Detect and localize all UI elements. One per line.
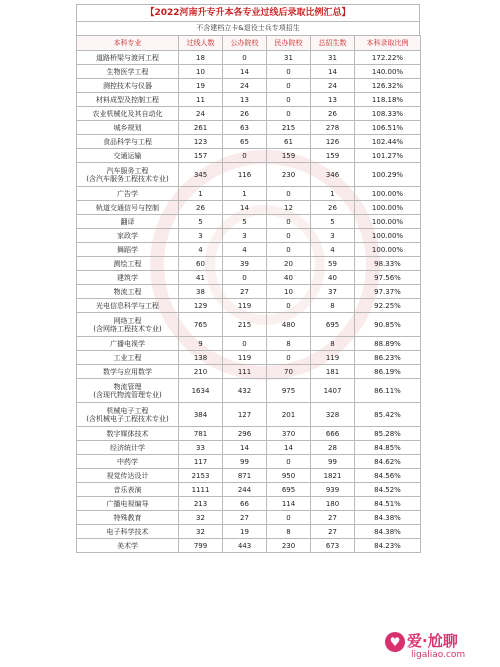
cell-public: 116	[223, 163, 267, 187]
cell-major: 广告学	[77, 187, 179, 201]
cell-total: 26	[311, 201, 355, 215]
cell-major: 广播电视编导	[77, 497, 179, 511]
cell-private: 0	[267, 187, 311, 201]
cell-passed: 19	[179, 79, 223, 93]
cell-public: 296	[223, 427, 267, 441]
table-row	[77, 149, 421, 163]
cell-total: 28	[311, 441, 355, 455]
cell-public: 871	[223, 469, 267, 483]
cell-passed: 2153	[179, 469, 223, 483]
table-row	[77, 107, 421, 121]
cell-ratio: 84.38%	[355, 525, 421, 539]
cell-passed: 18	[179, 51, 223, 65]
table-row	[77, 525, 421, 539]
cell-private: 159	[267, 149, 311, 163]
table-row	[77, 79, 421, 93]
cell-private: 0	[267, 65, 311, 79]
cell-ratio: 100.00%	[355, 187, 421, 201]
table-row	[77, 65, 421, 79]
table-row	[77, 135, 421, 149]
table-row	[77, 511, 421, 525]
cell-ratio: 84.56%	[355, 469, 421, 483]
cell-ratio: 108.33%	[355, 107, 421, 121]
cell-total: 119	[311, 351, 355, 365]
cell-total: 40	[311, 271, 355, 285]
cell-ratio: 100.29%	[355, 163, 421, 187]
cell-total: 14	[311, 65, 355, 79]
cell-private: 201	[267, 403, 311, 427]
cell-private: 20	[267, 257, 311, 271]
cell-major: 材料成型及控制工程	[77, 93, 179, 107]
cell-ratio: 92.25%	[355, 299, 421, 313]
cell-passed: 345	[179, 163, 223, 187]
cell-public: 3	[223, 229, 267, 243]
cell-private: 14	[267, 441, 311, 455]
sheet-title: 【2022河南升专升本各专业过线后录取比例汇总】	[76, 4, 420, 22]
header-total: 总招生数	[311, 36, 355, 51]
cell-passed: 10	[179, 65, 223, 79]
cell-public: 14	[223, 65, 267, 79]
cell-major: 工业工程	[77, 351, 179, 365]
score-sheet	[76, 4, 420, 553]
cell-total: 27	[311, 525, 355, 539]
cell-passed: 5	[179, 215, 223, 229]
cell-private: 0	[267, 511, 311, 525]
cell-public: 0	[223, 271, 267, 285]
cell-private: 480	[267, 313, 311, 337]
site-logo	[385, 630, 497, 664]
cell-ratio: 101.27%	[355, 149, 421, 163]
cell-public: 26	[223, 107, 267, 121]
cell-total: 31	[311, 51, 355, 65]
header-private: 民办院校	[267, 36, 311, 51]
cell-ratio: 84.62%	[355, 455, 421, 469]
cell-major: 光电信息科学与工程	[77, 299, 179, 313]
table-row	[77, 215, 421, 229]
cell-private: 31	[267, 51, 311, 65]
table-row	[77, 243, 421, 257]
cell-public: 443	[223, 539, 267, 553]
table-row	[77, 285, 421, 299]
cell-private: 0	[267, 215, 311, 229]
cell-ratio: 86.23%	[355, 351, 421, 365]
header-major: 本科专业	[77, 36, 179, 51]
cell-major: 测绘工程	[77, 257, 179, 271]
cell-public: 127	[223, 403, 267, 427]
cell-major: 机械电子工程 (含机械电子工程技术专业)	[77, 403, 179, 427]
cell-private: 230	[267, 539, 311, 553]
table-row	[77, 201, 421, 215]
cell-public: 99	[223, 455, 267, 469]
cell-ratio: 98.33%	[355, 257, 421, 271]
cell-private: 12	[267, 201, 311, 215]
cell-private: 950	[267, 469, 311, 483]
cell-public: 27	[223, 285, 267, 299]
cell-private: 0	[267, 229, 311, 243]
cell-total: 59	[311, 257, 355, 271]
logo-text: 爱·尬聊	[407, 632, 458, 650]
cell-private: 61	[267, 135, 311, 149]
cell-private: 215	[267, 121, 311, 135]
cell-public: 5	[223, 215, 267, 229]
cell-ratio: 85.28%	[355, 427, 421, 441]
cell-major: 翻译	[77, 215, 179, 229]
cell-major: 物流工程	[77, 285, 179, 299]
cell-ratio: 97.56%	[355, 271, 421, 285]
cell-major: 电子科学技术	[77, 525, 179, 539]
cell-private: 70	[267, 365, 311, 379]
cell-total: 346	[311, 163, 355, 187]
cell-private: 370	[267, 427, 311, 441]
cell-major: 测控技术与仪器	[77, 79, 179, 93]
cell-ratio: 100.00%	[355, 229, 421, 243]
table-row	[77, 163, 421, 187]
cell-passed: 210	[179, 365, 223, 379]
sheet-subtitle: 不含建档立卡&退役士兵专项招生	[76, 22, 420, 35]
cell-private: 10	[267, 285, 311, 299]
cell-total: 666	[311, 427, 355, 441]
cell-passed: 781	[179, 427, 223, 441]
cell-total: 328	[311, 403, 355, 427]
cell-ratio: 97.37%	[355, 285, 421, 299]
cell-total: 278	[311, 121, 355, 135]
cell-passed: 1634	[179, 379, 223, 403]
cell-total: 13	[311, 93, 355, 107]
cell-major: 数字媒体技术	[77, 427, 179, 441]
table-row	[77, 257, 421, 271]
cell-major: 农业机械化及其自动化	[77, 107, 179, 121]
cell-total: 1	[311, 187, 355, 201]
cell-total: 673	[311, 539, 355, 553]
cell-private: 114	[267, 497, 311, 511]
table-row	[77, 483, 421, 497]
cell-private: 0	[267, 93, 311, 107]
cell-passed: 9	[179, 337, 223, 351]
cell-private: 0	[267, 299, 311, 313]
cell-passed: 60	[179, 257, 223, 271]
cell-major: 食品科学与工程	[77, 135, 179, 149]
cell-passed: 4	[179, 243, 223, 257]
cell-ratio: 84.85%	[355, 441, 421, 455]
cell-public: 66	[223, 497, 267, 511]
cell-major: 美术学	[77, 539, 179, 553]
cell-total: 27	[311, 511, 355, 525]
cell-total: 3	[311, 229, 355, 243]
header-ratio: 本科录取比例	[355, 36, 421, 51]
cell-ratio: 140.00%	[355, 65, 421, 79]
cell-passed: 24	[179, 107, 223, 121]
cell-private: 0	[267, 351, 311, 365]
table-row	[77, 299, 421, 313]
cell-passed: 123	[179, 135, 223, 149]
cell-major: 舞蹈学	[77, 243, 179, 257]
cell-passed: 799	[179, 539, 223, 553]
cell-public: 1	[223, 187, 267, 201]
table-header-row	[77, 36, 421, 51]
cell-public: 19	[223, 525, 267, 539]
cell-major: 数学与应用数学	[77, 365, 179, 379]
cell-passed: 261	[179, 121, 223, 135]
cell-total: 26	[311, 107, 355, 121]
cell-private: 230	[267, 163, 311, 187]
cell-total: 1821	[311, 469, 355, 483]
table-row	[77, 187, 421, 201]
cell-ratio: 102.44%	[355, 135, 421, 149]
cell-private: 0	[267, 107, 311, 121]
cell-major: 中药学	[77, 455, 179, 469]
cell-public: 14	[223, 201, 267, 215]
table-row	[77, 51, 421, 65]
table-row	[77, 337, 421, 351]
cell-passed: 129	[179, 299, 223, 313]
cell-ratio: 84.23%	[355, 539, 421, 553]
cell-total: 181	[311, 365, 355, 379]
cell-ratio: 86.19%	[355, 365, 421, 379]
cell-ratio: 84.52%	[355, 483, 421, 497]
cell-major: 汽车服务工程 (含汽车服务工程技术专业)	[77, 163, 179, 187]
cell-major: 音乐表演	[77, 483, 179, 497]
cell-ratio: 86.11%	[355, 379, 421, 403]
cell-major: 建筑学	[77, 271, 179, 285]
cell-total: 37	[311, 285, 355, 299]
table-row	[77, 229, 421, 243]
cell-total: 99	[311, 455, 355, 469]
cell-passed: 32	[179, 525, 223, 539]
cell-passed: 32	[179, 511, 223, 525]
cell-major: 城乡规划	[77, 121, 179, 135]
cell-passed: 138	[179, 351, 223, 365]
cell-total: 939	[311, 483, 355, 497]
cell-total: 5	[311, 215, 355, 229]
cell-private: 40	[267, 271, 311, 285]
cell-public: 27	[223, 511, 267, 525]
cell-total: 8	[311, 337, 355, 351]
cell-public: 4	[223, 243, 267, 257]
table-row	[77, 427, 421, 441]
cell-passed: 1	[179, 187, 223, 201]
cell-private: 8	[267, 525, 311, 539]
cell-public: 13	[223, 93, 267, 107]
cell-major: 广播电视学	[77, 337, 179, 351]
cell-passed: 1111	[179, 483, 223, 497]
cell-major: 生物医学工程	[77, 65, 179, 79]
table-row	[77, 469, 421, 483]
cell-total: 159	[311, 149, 355, 163]
table-row	[77, 365, 421, 379]
cell-public: 215	[223, 313, 267, 337]
cell-ratio: 126.32%	[355, 79, 421, 93]
cell-total: 180	[311, 497, 355, 511]
cell-major: 交通运输	[77, 149, 179, 163]
header-public: 公办院校	[223, 36, 267, 51]
header-passed: 过线人数	[179, 36, 223, 51]
cell-ratio: 84.38%	[355, 511, 421, 525]
table-row	[77, 539, 421, 553]
cell-passed: 11	[179, 93, 223, 107]
table-row	[77, 497, 421, 511]
cell-total: 8	[311, 299, 355, 313]
table-row	[77, 351, 421, 365]
logo-url: ligaliao.com	[411, 650, 466, 660]
cell-ratio: 106.51%	[355, 121, 421, 135]
table-row	[77, 379, 421, 403]
cell-public: 0	[223, 51, 267, 65]
cell-passed: 26	[179, 201, 223, 215]
cell-ratio: 100.00%	[355, 215, 421, 229]
table-row	[77, 93, 421, 107]
cell-total: 695	[311, 313, 355, 337]
table-row	[77, 121, 421, 135]
cell-major: 经济统计学	[77, 441, 179, 455]
cell-major: 网络工程 (含网络工程技术专业)	[77, 313, 179, 337]
cell-public: 65	[223, 135, 267, 149]
cell-major: 家政学	[77, 229, 179, 243]
table-row	[77, 441, 421, 455]
cell-private: 0	[267, 243, 311, 257]
cell-ratio: 100.00%	[355, 201, 421, 215]
cell-ratio: 85.42%	[355, 403, 421, 427]
cell-public: 0	[223, 337, 267, 351]
cell-ratio: 90.85%	[355, 313, 421, 337]
cell-public: 119	[223, 351, 267, 365]
cell-private: 0	[267, 79, 311, 93]
cell-passed: 3	[179, 229, 223, 243]
table-row	[77, 313, 421, 337]
cell-passed: 38	[179, 285, 223, 299]
cell-ratio: 118.18%	[355, 93, 421, 107]
cell-major: 物流管理 (含现代物流管理专业)	[77, 379, 179, 403]
cell-total: 24	[311, 79, 355, 93]
cell-passed: 117	[179, 455, 223, 469]
cell-public: 432	[223, 379, 267, 403]
cell-passed: 157	[179, 149, 223, 163]
cell-major: 视觉传达设计	[77, 469, 179, 483]
cell-passed: 384	[179, 403, 223, 427]
cell-ratio: 88.89%	[355, 337, 421, 351]
cell-total: 1407	[311, 379, 355, 403]
cell-public: 119	[223, 299, 267, 313]
cell-ratio: 100.00%	[355, 243, 421, 257]
cell-ratio: 172.22%	[355, 51, 421, 65]
cell-public: 24	[223, 79, 267, 93]
cell-private: 695	[267, 483, 311, 497]
cell-private: 0	[267, 455, 311, 469]
cell-major: 特殊教育	[77, 511, 179, 525]
cell-public: 244	[223, 483, 267, 497]
cell-total: 126	[311, 135, 355, 149]
table-row	[77, 455, 421, 469]
cell-passed: 41	[179, 271, 223, 285]
cell-public: 63	[223, 121, 267, 135]
cell-major: 轨道交通信号与控制	[77, 201, 179, 215]
cell-public: 0	[223, 149, 267, 163]
cell-ratio: 84.51%	[355, 497, 421, 511]
table-row	[77, 271, 421, 285]
logo-heart-icon: ♥	[385, 632, 405, 652]
cell-private: 8	[267, 337, 311, 351]
cell-passed: 33	[179, 441, 223, 455]
cell-passed: 213	[179, 497, 223, 511]
table-row	[77, 403, 421, 427]
cell-major: 道路桥梁与渡河工程	[77, 51, 179, 65]
cell-public: 14	[223, 441, 267, 455]
admission-table	[76, 35, 421, 553]
cell-public: 39	[223, 257, 267, 271]
cell-total: 4	[311, 243, 355, 257]
cell-private: 975	[267, 379, 311, 403]
cell-passed: 765	[179, 313, 223, 337]
cell-public: 111	[223, 365, 267, 379]
